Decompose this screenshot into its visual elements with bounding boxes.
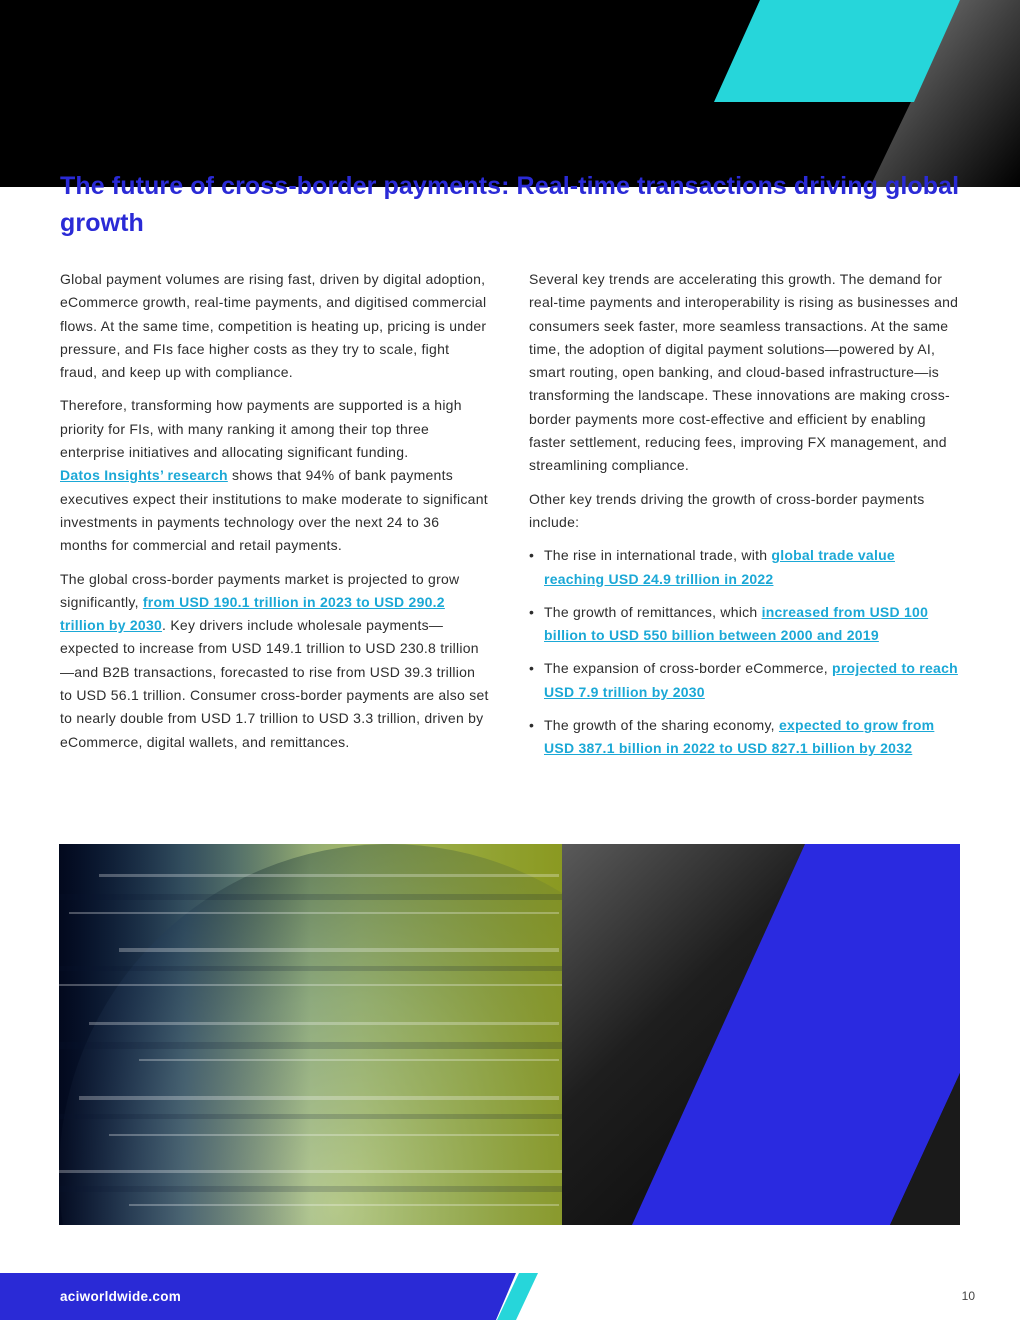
trends-list — [529, 544, 959, 760]
list-item: • The growth of remittances, which increased from USD 100 billion to USD 550 billion between 2000 and 2019 — [529, 601, 959, 648]
trade-value-link[interactable]: global trade value reaching USD 24.9 trillion in 2022 — [544, 547, 895, 587]
market-paragraph: The global cross-border payments market is projected to grow significantly, from USD 190.1 trillion in 2023 to USD 290.2 trillion by 2030. Key drivers include wholesale payments—expected to increase from USD 149.1 trillion to USD 230.8 trillion—and B2B transactions, forecasted to rise from USD 39.3 trillion to USD 56.1 trillion. Consumer cross-border payments are also set to nearly double from USD 1.7 trillion to USD 3.3 trillion, driven by eCommerce, digital wallets, and remittances. — [60, 570, 489, 750]
ecommerce-link[interactable]: projected to reach USD 7.9 trillion by 2030 — [544, 660, 958, 700]
list-item: • The expansion of cross-border eCommerce, projected to reach USD 7.9 trillion by 2030 — [529, 657, 959, 704]
footer-website-link[interactable]: aciworldwide.com — [60, 1289, 182, 1304]
list-item: • The rise in international trade, with global trade value reaching USD 24.9 trillion in 2022 — [529, 544, 959, 591]
page-title: The future of cross-border payments: Real-time transactions driving global growth — [60, 172, 960, 237]
bullet-icon: • — [529, 547, 535, 564]
hero-image — [59, 844, 960, 1225]
sharing-economy-link[interactable]: expected to grow from USD 387.1 billion in 2022 to USD 827.1 billion by 2032 — [544, 717, 935, 757]
page-number: 10 — [961, 1289, 975, 1303]
header-graphic — [0, 0, 1020, 187]
bullet-icon: • — [529, 717, 535, 734]
market-size-link[interactable]: from USD 190.1 trillion in 2023 to USD 290.2 trillion by 2030 — [60, 593, 445, 634]
earth-globe-icon — [59, 844, 960, 1225]
remittances-link[interactable]: increased from USD 100 billion to USD 550 billion between 2000 and 2019 — [544, 603, 929, 644]
header-banner — [0, 0, 1020, 187]
bullet-icon: • — [529, 603, 535, 620]
trends-intro: Other key trends driving the growth of cross-border payments include: — [529, 490, 925, 530]
bullet-icon: • — [529, 660, 535, 677]
trends-paragraph: Several key trends are accelerating this growth. The demand for real-time payments and interoperability is rising as businesses and consumers seek faster, more seamless transactions. At the same time, the adoption of digital payment solutions—powered by AI, smart routing, open banking, and cloud-based infrastructure—is transforming the landscape. These innovations are making cross-border payments more cost-effective and efficient by enabling faster settlement, reducing fees, improving FX management, and streamlining compliance. — [529, 271, 959, 474]
datos-research-link[interactable]: Datos Insights’ research — [60, 467, 228, 484]
right-column — [529, 268, 959, 771]
intro-paragraph: Global payment volumes are rising fast, driven by digital adoption, eCommerce growth, real-time payments, and digitised commercial flows. At the same time, competition is heating up, pricing is under pressure, and FIs face higher costs as they try to scale, fight fraud, and keep up with compliance. — [60, 271, 487, 381]
investment-paragraph: Therefore, transforming how payments are supported is a high priority for FIs, with many ranking it among their top three enterprise initiatives and allocating significant funding. Datos Insights’ research shows that 94% of bank payments executives expect their institutions to make moderate to significant investments in payments technology over the next 24 to 36 months for commercial and retail payments. — [60, 397, 488, 554]
left-column — [60, 268, 490, 764]
list-item: • The growth of the sharing economy, expected to grow from USD 387.1 billion in 2022 to USD 827.1 billion by 2032 — [529, 714, 959, 761]
